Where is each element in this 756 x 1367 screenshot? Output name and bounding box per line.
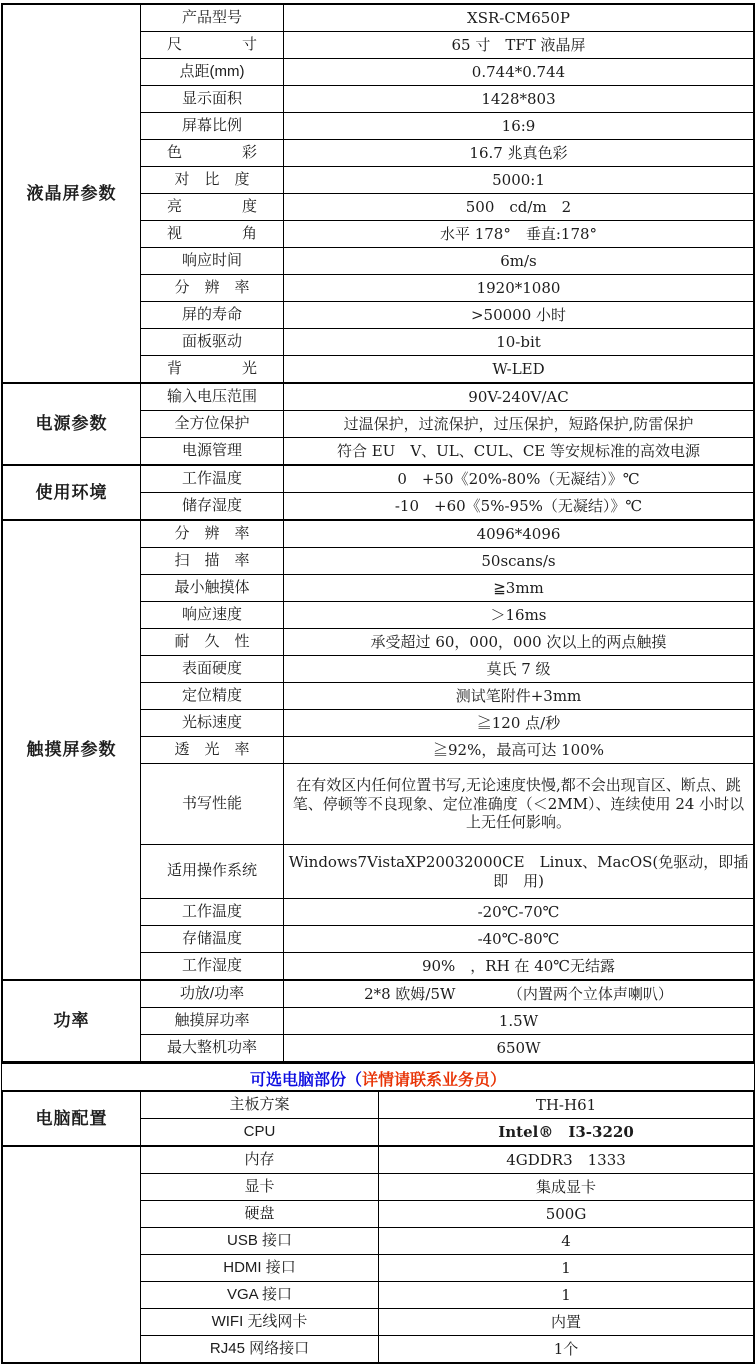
table-row — [3, 5, 754, 32]
section-title-lcd: 液晶屏参数 — [3, 5, 141, 384]
spec-value: 莫氏 7 级 — [284, 656, 754, 683]
spec-value: Windows7VistaXP20032000CE Linux、MacOS(免驱动，即插即 用) — [284, 845, 754, 899]
spec-label: 响应速度 — [141, 602, 284, 629]
table-row — [3, 980, 754, 1008]
spec-label: 面板驱动 — [141, 329, 284, 356]
spec-label: 背 光 — [141, 356, 284, 384]
spec-label: RJ45 网络接口 — [141, 1336, 379, 1363]
spec-value: -40℃-80℃ — [284, 926, 754, 953]
spec-value: 16.7 兆真色彩 — [284, 140, 754, 167]
spec-label: 存储温度 — [141, 926, 284, 953]
spec-label: 功放/功率 — [141, 980, 284, 1008]
spec-label: 硬盘 — [141, 1201, 379, 1228]
spec-label: USB 接口 — [141, 1228, 379, 1255]
spec-value: 测试笔附件+3mm — [284, 683, 754, 710]
spec-value: 1 — [379, 1282, 754, 1309]
spec-label: CPU — [141, 1119, 379, 1147]
spec-value: W-LED — [284, 356, 754, 384]
spec-label: 工作温度 — [141, 465, 284, 493]
spec-value: 1个 — [379, 1336, 754, 1363]
table-row — [3, 383, 754, 411]
spec-label: 点距(mm) — [141, 59, 284, 86]
spec-label: 响应时间 — [141, 248, 284, 275]
section-title-power-supply: 电源参数 — [3, 383, 141, 465]
spec-label: 尺 寸 — [141, 32, 284, 59]
spec-label: 主板方案 — [141, 1092, 379, 1119]
spec-value: 1428*803 — [284, 86, 754, 113]
spec-value: 在有效区内任何位置书写,无论速度快慢,都不会出现盲区、断点、跳笔、停顿等不良现象、定位准确度（＜2MM）、连续使用 24 小时以上无任何影响。 — [284, 764, 754, 845]
spec-label: HDMI 接口 — [141, 1255, 379, 1282]
section-title-computer-config: 电脑配置 — [3, 1092, 141, 1147]
spec-value: 16:9 — [284, 113, 754, 140]
section-lcd — [3, 5, 754, 384]
spec-value: ≧92%，最高可达 100% — [284, 737, 754, 764]
spec-label: 透 光 率 — [141, 737, 284, 764]
spec-label: 光标速度 — [141, 710, 284, 737]
spec-value: 650W — [284, 1035, 754, 1062]
spec-value: 1.5W — [284, 1008, 754, 1035]
spec-value: XSR-CM650P — [284, 5, 754, 32]
spec-value: TH-H61 — [379, 1092, 754, 1119]
section-title-touchscreen: 触摸屏参数 — [3, 520, 141, 980]
spec-value: ≧120 点/秒 — [284, 710, 754, 737]
spec-value: 1920*1080 — [284, 275, 754, 302]
section-computer-config — [3, 1092, 754, 1147]
spec-value: 符合 EU V、UL、CUL、CE 等安规标准的高效电源 — [284, 438, 754, 466]
spec-label: 内存 — [141, 1146, 379, 1174]
spec-value: 0.744*0.744 — [284, 59, 754, 86]
spec-value: ≧3mm — [284, 575, 754, 602]
spec-label: 触摸屏功率 — [141, 1008, 284, 1035]
spec-value: 90% ，RH 在 40℃无结露 — [284, 953, 754, 981]
optional-pc-banner-note: 详情请联系业务员） — [362, 1072, 507, 1089]
table-row — [3, 520, 754, 548]
spec-label: 亮 度 — [141, 194, 284, 221]
spec-value: 4 — [379, 1228, 754, 1255]
spec-table-lower — [2, 1091, 754, 1363]
section-title-wattage: 功率 — [3, 980, 141, 1062]
optional-pc-banner-title: 可选电脑部份（ — [249, 1072, 362, 1089]
section-wattage — [3, 980, 754, 1062]
spec-label: 工作温度 — [141, 899, 284, 926]
spec-value: -20℃-70℃ — [284, 899, 754, 926]
spec-value: -10 +60《5%-95%（无凝结）》℃ — [284, 493, 754, 521]
spec-value: 4GDDR3 1333 — [379, 1146, 754, 1174]
spec-label: 电源管理 — [141, 438, 284, 466]
section-environment — [3, 465, 754, 520]
section-title-computer-extra — [3, 1146, 141, 1363]
spec-value: 水平 178° 垂直:178° — [284, 221, 754, 248]
spec-label: 书写性能 — [141, 764, 284, 845]
spec-label: 色 彩 — [141, 140, 284, 167]
spec-value: 5000:1 — [284, 167, 754, 194]
spec-value: 90V-240V/AC — [284, 383, 754, 411]
spec-value: 50scans/s — [284, 548, 754, 575]
spec-value: 集成显卡 — [379, 1174, 754, 1201]
spec-label: 视 角 — [141, 221, 284, 248]
spec-value: 500 cd/m 2 — [284, 194, 754, 221]
spec-value: 1 — [379, 1255, 754, 1282]
spec-label: 输入电压范围 — [141, 383, 284, 411]
table-row — [3, 1146, 754, 1174]
spec-label: 最小触摸体 — [141, 575, 284, 602]
spec-label: 分 辨 率 — [141, 520, 284, 548]
spec-label: 屏的寿命 — [141, 302, 284, 329]
spec-value: 内置 — [379, 1309, 754, 1336]
spec-label: 显示面积 — [141, 86, 284, 113]
section-title-environment: 使用环境 — [3, 465, 141, 520]
spec-value: ＞16ms — [284, 602, 754, 629]
spec-label: 表面硬度 — [141, 656, 284, 683]
spec-value: 0 +50《20%-80%（无凝结）》℃ — [284, 465, 754, 493]
spec-label: 分 辨 率 — [141, 275, 284, 302]
spec-sheet — [1, 3, 755, 1364]
table-row — [3, 1092, 754, 1119]
spec-label: 显卡 — [141, 1174, 379, 1201]
spec-label: 适用操作系统 — [141, 845, 284, 899]
spec-label: 储存湿度 — [141, 493, 284, 521]
spec-value: 6m/s — [284, 248, 754, 275]
spec-label: 屏幕比例 — [141, 113, 284, 140]
spec-label: 全方位保护 — [141, 411, 284, 438]
optional-pc-banner — [2, 1062, 754, 1091]
spec-label: 产品型号 — [141, 5, 284, 32]
spec-label: 扫 描 率 — [141, 548, 284, 575]
spec-label: 工作湿度 — [141, 953, 284, 981]
spec-value: 承受超过 60，000，000 次以上的两点触摸 — [284, 629, 754, 656]
spec-value: >50000 小时 — [284, 302, 754, 329]
spec-label: 定位精度 — [141, 683, 284, 710]
spec-table-upper — [2, 4, 754, 1062]
spec-value: Intel® I3-3220 — [379, 1119, 754, 1147]
table-row — [3, 465, 754, 493]
section-computer-extra — [3, 1146, 754, 1363]
spec-label: VGA 接口 — [141, 1282, 379, 1309]
section-power-supply — [3, 383, 754, 465]
spec-value: 500G — [379, 1201, 754, 1228]
spec-value: 4096*4096 — [284, 520, 754, 548]
spec-value: 2*8 欧姆/5W （内置两个立体声喇叭） — [284, 980, 754, 1008]
spec-value: 10-bit — [284, 329, 754, 356]
section-touchscreen — [3, 520, 754, 980]
spec-value: 过温保护，过流保护，过压保护，短路保护,防雷保护 — [284, 411, 754, 438]
spec-value: 65 寸 TFT 液晶屏 — [284, 32, 754, 59]
spec-label: 耐 久 性 — [141, 629, 284, 656]
spec-label: 对 比 度 — [141, 167, 284, 194]
spec-label: 最大整机功率 — [141, 1035, 284, 1062]
spec-label: WIFI 无线网卡 — [141, 1309, 379, 1336]
